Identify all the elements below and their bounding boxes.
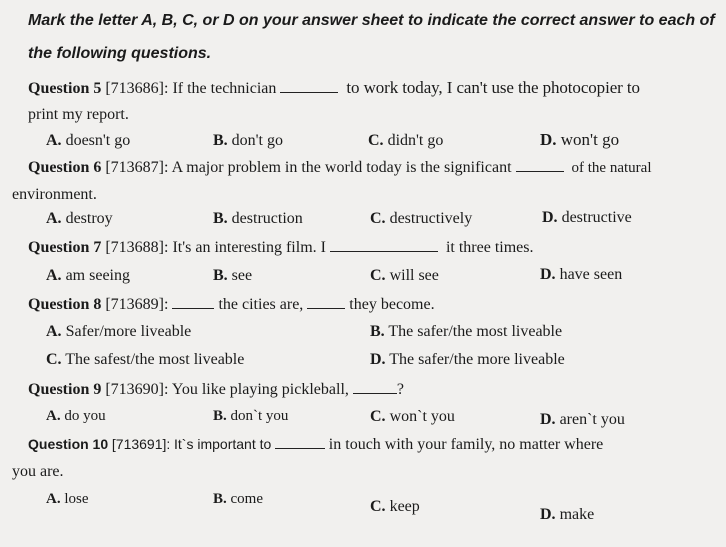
question-id: [713688]: [105,239,169,256]
option-letter: B. [370,323,385,340]
question-stem-after: of the natural [571,160,652,176]
instruction-line-1: Mark the letter A, B, C, or D on your answer sheet to indicate the correct answer to each of [28,12,715,29]
answer-blank [172,307,214,309]
option-a[interactable] [46,268,130,284]
question-label: Question 8 [28,296,102,313]
question-stem-before: You like playing pickleball, [171,381,349,398]
option-text: Safer/more liveable [65,323,192,340]
option-text: destroy [65,210,113,227]
question-10-stem [28,437,603,453]
option-letter: A. [46,323,62,340]
option-letter: C. [370,498,386,515]
option-text: The safest/the most liveable [65,351,245,368]
option-letter: B. [213,210,228,227]
option-letter: A. [46,210,62,227]
question-stem-before: If the technician [172,80,277,97]
option-d[interactable] [370,352,565,368]
option-letter: D. [540,506,556,523]
question-stem-after: ? [396,381,404,398]
option-text: will see [389,267,439,284]
option-text: am seeing [65,267,130,284]
option-b[interactable] [213,268,252,284]
question-stem-before: A major problem in the world today is the significant [171,159,512,176]
question-6-stem-line-2: environment. [12,186,97,203]
option-letter: D. [540,266,556,283]
option-letter: C. [370,267,386,284]
option-a[interactable] [46,492,89,507]
question-6-stem [28,160,651,176]
question-10-stem-line-2: you are. [12,463,64,480]
option-d[interactable] [540,267,622,283]
question-7-stem [28,240,534,256]
question-label: Question 10 [28,436,109,452]
option-text: won't go [560,130,620,149]
option-text: destructive [561,209,632,226]
option-c[interactable] [370,268,439,284]
option-text: didn't go [387,132,444,149]
answer-blank [353,392,397,394]
question-label: Question 7 [28,239,102,256]
option-letter: B. [213,267,228,284]
question-id: [713687]: [105,159,169,176]
option-text: don't go [231,132,283,149]
option-c[interactable] [46,352,244,368]
option-text: come [230,491,263,507]
option-c[interactable] [370,409,455,425]
question-stem-before: It's an interesting film. I [172,239,326,256]
option-text: do you [64,408,106,424]
option-letter: D. [542,209,558,226]
question-id: [713690]: [105,381,169,398]
instruction-line-2: the following questions. [28,45,212,62]
option-d[interactable] [540,507,594,523]
option-text: keep [389,498,420,515]
question-5-stem [28,79,640,97]
option-b[interactable] [370,324,562,340]
option-c[interactable] [370,499,420,515]
option-text: make [559,506,595,523]
question-stem-after: in touch with your family, no matter where [328,436,604,453]
answer-blank [516,170,564,172]
option-b[interactable] [213,133,283,149]
option-c[interactable] [368,133,443,149]
question-label: Question 6 [28,159,102,176]
option-d[interactable] [542,210,632,226]
option-text: won`t you [389,408,455,425]
option-letter: D. [540,411,556,428]
option-letter: A. [46,491,61,507]
option-text: don`t you [230,408,289,424]
question-8-stem [28,297,435,313]
question-id: [713689]: [105,296,169,313]
option-letter: C. [46,351,62,368]
option-text: doesn't go [65,132,131,149]
option-letter: C. [368,132,384,149]
option-text: destructively [389,210,473,227]
option-letter: C. [370,210,386,227]
option-text: destruction [231,210,303,227]
answer-blank [280,91,338,93]
option-text: see [231,267,253,284]
option-letter: A. [46,267,62,284]
option-a[interactable] [46,133,130,149]
option-text: The safer/the most liveable [388,323,563,340]
option-text: have seen [559,266,623,283]
option-letter: C. [370,408,386,425]
question-stem-mid: the cities are, [218,296,304,313]
option-b[interactable] [213,211,303,227]
answer-blank [307,307,345,309]
answer-blank [330,250,438,252]
option-letter: B. [213,408,227,424]
question-stem-after: they become. [349,296,435,313]
question-label: Question 9 [28,381,102,398]
question-5-stem-line-2: print my report. [28,106,129,123]
option-text: The safer/the more liveable [389,351,565,368]
option-b[interactable] [213,492,263,507]
option-a[interactable] [46,211,113,227]
answer-blank [275,447,325,449]
option-letter: B. [213,491,227,507]
option-d[interactable] [540,131,619,148]
question-stem-before: It`s important to [174,436,272,452]
option-c[interactable] [370,211,472,227]
question-id: [713686]: [105,80,169,97]
option-a[interactable] [46,409,106,424]
question-id: [713691]: [111,436,171,452]
option-text: lose [64,491,89,507]
option-b[interactable] [213,409,288,424]
question-stem-after: to work today, I can't use the photocopier to [346,78,640,97]
option-letter: D. [540,130,557,149]
option-letter: A. [46,408,61,424]
question-label: Question 5 [28,80,102,97]
option-letter: D. [370,351,386,368]
question-stem-after: it three times. [445,239,534,256]
option-text: aren`t you [559,411,625,428]
option-d[interactable] [540,412,625,428]
question-9-stem [28,382,404,398]
option-letter: A. [46,132,62,149]
option-a[interactable] [46,324,191,340]
option-letter: B. [213,132,228,149]
